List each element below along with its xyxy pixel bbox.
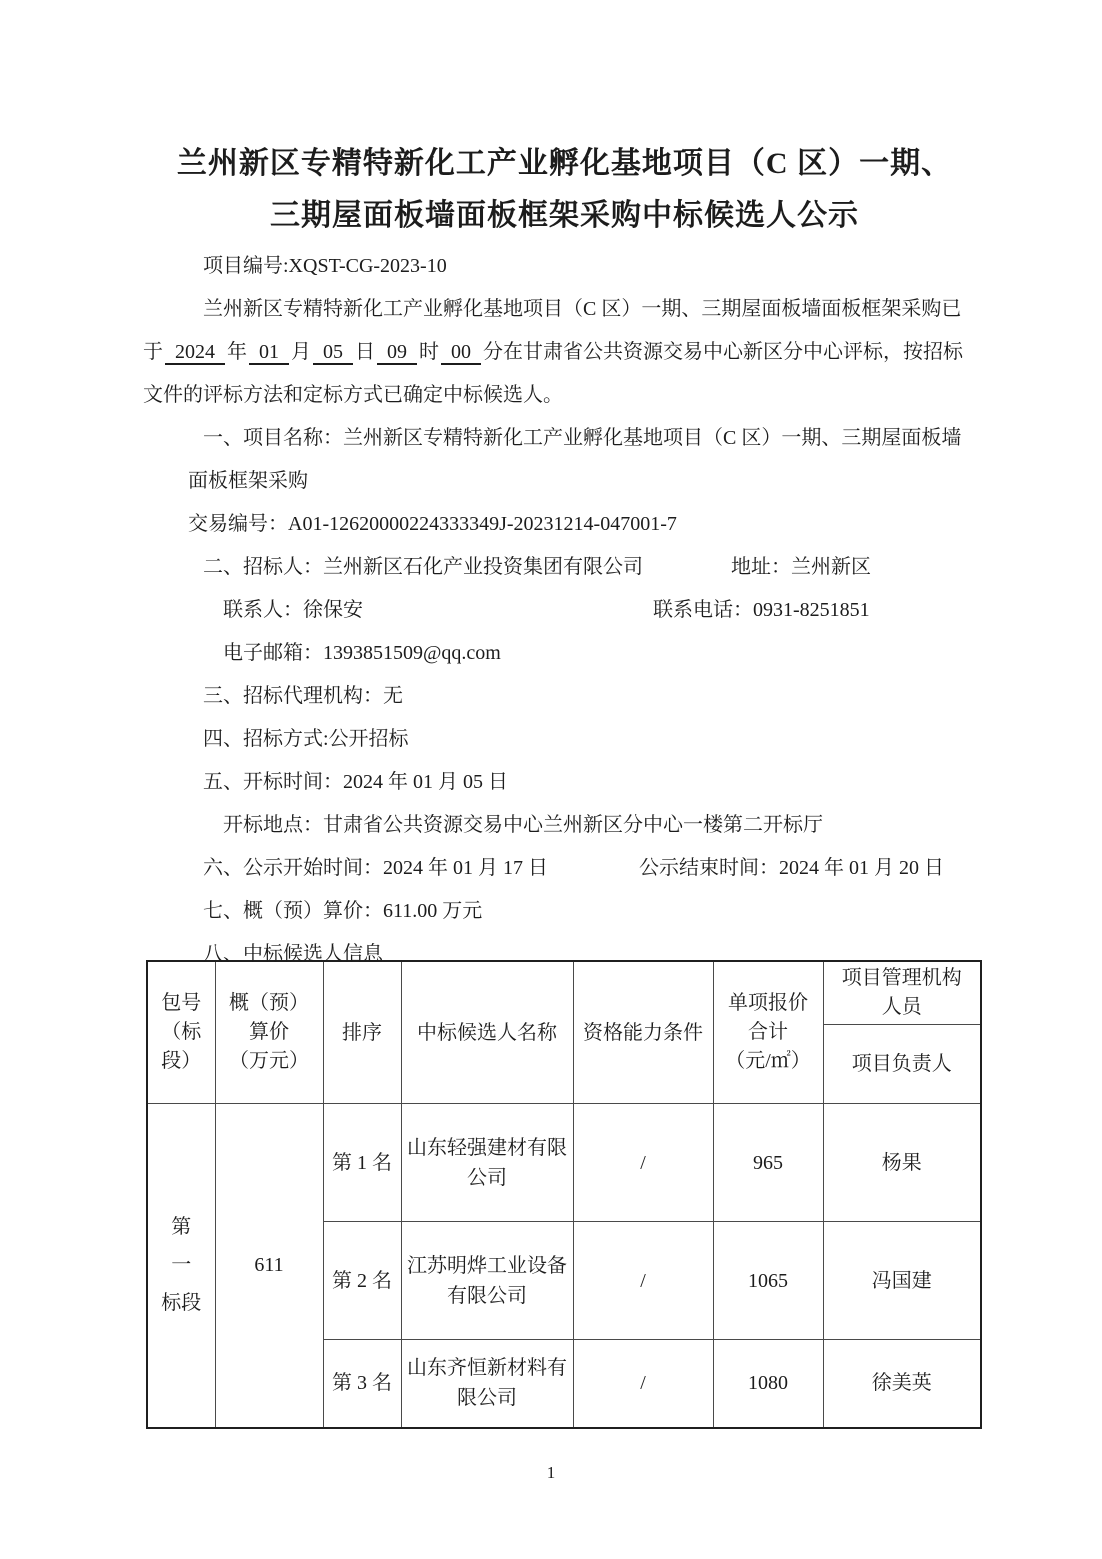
contact-phone: 联系电话：0931-8251851 xyxy=(653,599,870,621)
item2-tenderer-line xyxy=(143,546,993,589)
publicity-end: 公示结束时间：2024 年 01 月 20 日 xyxy=(639,857,944,879)
col-header-management-line2: 人员 xyxy=(881,996,922,1018)
unit-price-cell: 1080 xyxy=(713,1340,823,1428)
publicity-start: 六、公示开始时间：2024 年 01 月 17 日 xyxy=(203,857,548,879)
col-header-package-line2: （标 xyxy=(161,1021,202,1043)
document-body xyxy=(143,245,993,976)
unit-year: 年 xyxy=(227,341,247,363)
project-number: 项目编号:XQST-CG-2023-10 xyxy=(203,255,447,277)
qualification-cell: / xyxy=(573,1222,713,1340)
budget-value-cell: 611 xyxy=(215,1104,323,1428)
col-header-budget-line3: （万元） xyxy=(229,1050,309,1072)
project-leader-cell: 冯国建 xyxy=(823,1222,981,1340)
item7-budget: 七、概（预）算价：611.00 万元 xyxy=(203,900,483,922)
candidate-name-cell: 江苏明烨工业设备有限公司 xyxy=(401,1222,573,1340)
eval-day-underlined: 05 xyxy=(313,341,353,365)
eval-year-underlined: 2024 xyxy=(165,341,225,365)
intro-prefix: 于 xyxy=(143,341,163,363)
rank-cell: 第 3 名 xyxy=(323,1340,401,1428)
package-section-line2: 一 xyxy=(171,1254,192,1277)
col-header-unit-price-line2: 合计 xyxy=(748,1021,788,1043)
candidate-name-cell: 山东齐恒新材料有限公司 xyxy=(401,1340,573,1428)
rank-cell: 第 2 名 xyxy=(323,1222,401,1340)
tenderer: 二、招标人：兰州新区石化产业投资集团有限公司 xyxy=(203,556,643,578)
col-header-budget xyxy=(215,961,323,1104)
col-header-package-line1: 包号 xyxy=(161,992,202,1014)
item5-open-location: 开标地点：甘肃省公共资源交易中心兰州新区分中心一楼第二开标厅 xyxy=(223,814,823,836)
item8-candidates-heading: 八、中标候选人信息 xyxy=(203,943,383,965)
table-row xyxy=(147,1104,981,1222)
contact-person: 联系人：徐保安 xyxy=(223,599,363,621)
intro-suffix: 分在甘肃省公共资源交易中心新区分中心评标，按招标 xyxy=(483,341,963,363)
unit-price-cell: 1065 xyxy=(713,1222,823,1340)
qualification-cell: / xyxy=(573,1340,713,1428)
item2-email-line: 电子邮箱：1393851509@qq.com xyxy=(223,642,501,664)
col-header-package-line3: 段） xyxy=(161,1050,202,1072)
project-leader-cell: 徐美英 xyxy=(823,1340,981,1428)
candidates-table xyxy=(146,960,982,1429)
item3-agency: 三、招标代理机构：无 xyxy=(203,685,403,707)
eval-month-underlined: 01 xyxy=(249,341,289,365)
item2-contact-line xyxy=(143,589,993,632)
candidate-name-cell: 山东轻强建材有限公司 xyxy=(401,1104,573,1222)
qualification-cell: / xyxy=(573,1104,713,1222)
col-header-candidate: 中标候选人名称 xyxy=(401,961,573,1104)
item1-project-name-line2: 面板框架采购 xyxy=(188,470,308,492)
eval-hour-underlined: 09 xyxy=(377,341,417,365)
item4-method: 四、招标方式:公开招标 xyxy=(203,728,409,750)
col-header-management-line1: 项目管理机构 xyxy=(841,967,962,989)
col-header-project-leader: 项目负责人 xyxy=(823,1025,981,1104)
title-line-2: 三期屋面板墙面板框架采购中标候选人公示 xyxy=(270,199,859,232)
item5-open-time: 五、开标时间：2024 年 01 月 05 日 xyxy=(203,771,508,793)
unit-hour: 时 xyxy=(419,341,439,363)
item1-project-name-line1: 一、项目名称：兰州新区专精特新化工产业孵化基地项目（C 区）一期、三期屋面板墙 xyxy=(203,427,962,449)
col-header-package xyxy=(147,961,215,1104)
rank-cell: 第 1 名 xyxy=(323,1104,401,1222)
intro-paragraph-line-2 xyxy=(143,331,993,374)
col-header-unit-price-line1: 单项报价 xyxy=(728,992,808,1014)
item6-publicity-line xyxy=(143,847,993,890)
col-header-budget-line1: 概（预） xyxy=(229,992,309,1014)
col-header-qualification: 资格能力条件 xyxy=(573,961,713,1104)
package-section-cell xyxy=(147,1104,215,1428)
col-header-unit-price xyxy=(713,961,823,1104)
col-header-budget-line2: 算价 xyxy=(249,1021,289,1043)
unit-price-cell: 965 xyxy=(713,1104,823,1222)
unit-month: 月 xyxy=(291,341,311,363)
eval-minute-underlined: 00 xyxy=(441,341,481,365)
item1-trade-number: 交易编号：A01-12620000224333349J-20231214-047001-7 xyxy=(188,513,677,535)
title-line-1: 兰州新区专精特新化工产业孵化基地项目（C 区）一期、 xyxy=(176,147,953,180)
unit-day: 日 xyxy=(355,341,375,363)
intro-paragraph-line-1: 兰州新区专精特新化工产业孵化基地项目（C 区）一期、三期屋面板墙面板框架采购已 xyxy=(203,298,962,320)
package-section-line1: 第 xyxy=(171,1216,192,1239)
intro-paragraph-line-3: 文件的评标方法和定标方式已确定中标候选人。 xyxy=(143,384,563,406)
col-header-rank: 排序 xyxy=(323,961,401,1104)
page-number: 1 xyxy=(546,1462,556,1482)
document-title xyxy=(143,138,986,242)
tenderer-address: 地址：兰州新区 xyxy=(731,556,871,578)
project-leader-cell: 杨果 xyxy=(823,1104,981,1222)
col-header-unit-price-line3: （元/㎡） xyxy=(725,1050,811,1072)
package-section-line3: 标段 xyxy=(161,1292,202,1315)
